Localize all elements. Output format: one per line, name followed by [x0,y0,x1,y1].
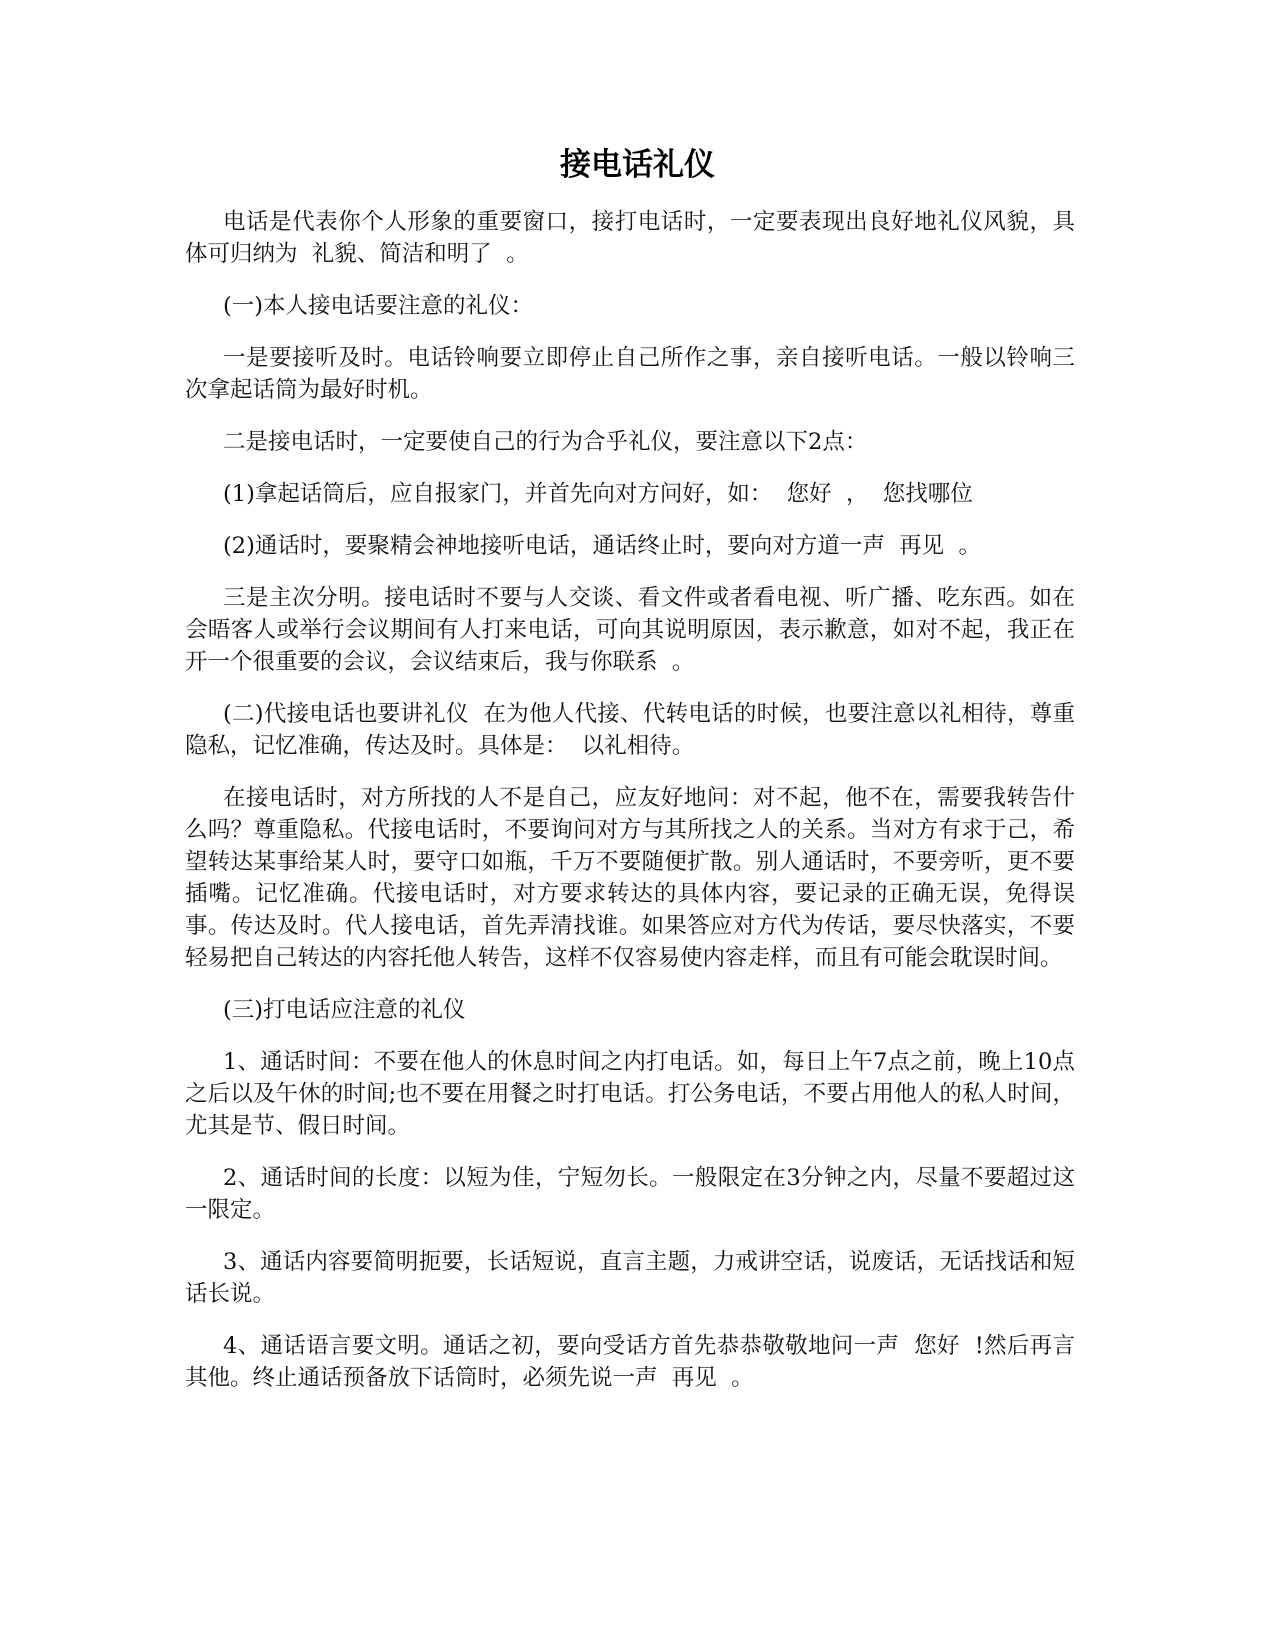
paragraph-priorities: 三是主次分明。接电话时不要与人交谈、看文件或者看电视、听广播、吃东西。如在会晤客人或举行会议期间有人打来电话，可向其说明原因，表示歉意，如对不起，我正在开一个很重要的会议，会议结束后，我与你联系 。 [185,585,1075,675]
document-body [185,206,1075,1414]
paragraph-proxy-details: 在接电话时，对方所找的人不是自己，应友好地问：对不起，他不在，需要我转告什么吗？尊重隐私。代接电话时，不要询问对方与其所找之人的关系。当对方有求于己，希望转达某事给某人时，要守口如瓶，千万不要随便扩散。别人通话时，不要旁听，更不要插嘴。记忆准确。代接电话时，对方要求转达的具体内容，要记录的正确无误，免得误事。传达及时。代人接电话，首先弄清找谁。如果答应对方代为传话，要尽快落实，不要轻易把自己转达的内容托他人转告，这样不仅容易使内容走样，而且有可能会耽误时间。 [185,785,1075,971]
section-heading-2: (二)代接电话也要讲礼仪 在为他人代接、代转电话的时候，也要注意以礼相待，尊重隐私，记忆准确，传达及时。具体是： 以礼相待。 [185,701,1075,759]
document-title: 接电话礼仪 [560,147,715,183]
section-heading-1: (一)本人接电话要注意的礼仪： [223,293,534,319]
paragraph-intro: 电话是代表你个人形象的重要窗口，接打电话时，一定要表现出良好地礼仪风貌，具体可归纳为 礼貌、简洁和明了 。 [185,209,1075,267]
paragraph-point-2: (2)通话时，要聚精会神地接听电话，通话终止时，要向对方道一声 再见 。 [223,533,981,559]
paragraph-point-1: (1)拿起话筒后，应自报家门，并首先向对方问好，如： 您好 ， 您找哪位 [223,481,973,507]
paragraph-call-length: 2、通话时间的长度：以短为佳，宁短勿长。一般限定在3分钟之内，尽量不要超过这一限定。 [185,1165,1075,1223]
paragraph-behavior: 二是接电话时，一定要使自己的行为合乎礼仪，要注意以下2点： [223,429,868,455]
paragraph-answer-promptly: 一是要接听及时。电话铃响要立即停止自己所作之事，亲自接听电话。一般以铃响三次拿起话筒为最好时机。 [185,345,1075,403]
paragraph-call-time: 1、通话时间：不要在他人的休息时间之内打电话。如，每日上午7点之前，晚上10点之后以及午休的时间;也不要在用餐之时打电话。打公务电话，不要占用他人的私人时间，尤其是节、假日时间。 [185,1049,1075,1139]
paragraph-call-language: 4、通话语言要文明。通话之初，要向受话方首先恭恭敬敬地问一声 您好 !然后再言其他。终止通话预备放下话筒时，必须先说一声 再见 。 [185,1333,1075,1391]
paragraph-call-content: 3、通话内容要简明扼要，长话短说，直言主题，力戒讲空话，说废话，无话找话和短话长说。 [185,1249,1075,1307]
section-heading-3: (三)打电话应注意的礼仪 [223,997,466,1023]
